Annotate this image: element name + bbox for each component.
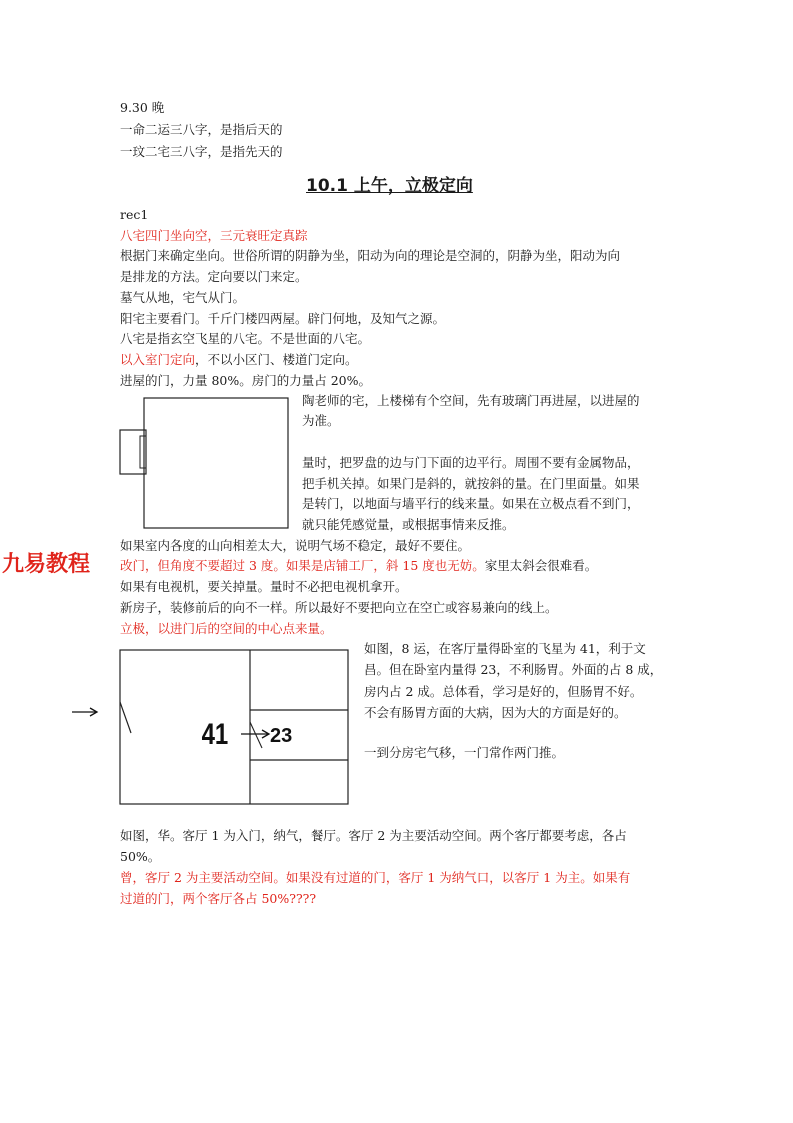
side-text-line: 一到分房宅气移，一门常作两门推。 xyxy=(364,745,565,760)
body-line: 是排龙的方法。定向要以门来定。 xyxy=(120,269,308,284)
side-text-line: 就只能凭感觉量，或根据事情来反推。 xyxy=(302,517,515,532)
body-line: 阳宅主要看门。千斤门楼四两屋。辟门何地，及知气之源。 xyxy=(120,311,446,326)
highlight-text: 以入室门定向 xyxy=(120,352,196,367)
body-line: 过道的门，两个客厅各占 50%???? xyxy=(120,891,317,906)
side-text-line: 为准。 xyxy=(302,413,340,428)
body-line: 进屋的门，力量 80%。房门的力量占 20%。 xyxy=(120,373,372,388)
body-text: ，不以小区门、楼道门定向。 xyxy=(195,352,358,367)
body-line: 曾，客厅 2 为主要活动空间。如果没有过道的门，客厅 1 为纳气口，以客厅 1 为主。如果有 xyxy=(120,870,631,885)
verse-line: 八宅四门坐向空，三元衰旺定真踪 xyxy=(120,228,308,243)
body-line: 根据门来确定坐向。世俗所谓的阴静为坐，阳动为向的理论是空洞的，阴静为坐，阳动为向 xyxy=(120,248,621,263)
note-line-1: 一命二运三八字，是指后天的 xyxy=(120,122,283,137)
house-outline xyxy=(120,650,348,804)
body-line: 新房子，装修前后的向不一样。所以最好不要把向立在空亡或容易兼向的线上。 xyxy=(120,600,558,615)
door-outline xyxy=(120,430,146,474)
side-text-line: 陶老师的宅，上楼梯有个空间，先有玻璃门再进屋，以进屋的 xyxy=(302,393,640,408)
room-outline xyxy=(144,398,288,528)
highlight-text: 改门，但角度不要超过 3 度。如果是店铺工厂，斜 15 度也无妨。 xyxy=(120,558,485,573)
outer-star-label: 41 xyxy=(201,716,229,751)
flying-star-plan xyxy=(72,650,348,804)
note-line-2: 一玟二宅三八字，是指先天的 xyxy=(120,144,283,159)
side-text-line: 量时，把罗盘的边与门下面的边平行。周围不要有金属物品， xyxy=(302,455,640,470)
rec-label: rec1 xyxy=(120,207,149,222)
door-swing xyxy=(250,722,262,748)
body-line: 如图，华。客厅 1 为入门，纳气，餐厅。客厅 2 为主要活动空间。两个客厅都要考虑，各占 xyxy=(120,828,627,843)
watermark-logo: 九易教程 xyxy=(2,552,91,577)
body-text: 家里太斜会很难看。 xyxy=(484,558,598,573)
body-line: 墓气从地，宅气从门。 xyxy=(120,290,246,305)
door-frame xyxy=(140,436,146,468)
side-text-line: 把手机关掉。如果门是斜的，就按斜的量。在门里面量。如果 xyxy=(302,476,640,491)
body-line: 如果有电视机，要关掉量。量时不必把电视机拿开。 xyxy=(120,579,408,594)
body-line: 八宅是指玄空飞星的八宅。不是世面的八宅。 xyxy=(120,331,371,346)
side-text-line: 房内占 2 成。总体看，学习是好的，但肠胃不好。 xyxy=(364,684,643,699)
side-text-line: 不会有肠胃方面的大病，因为大的方面是好的。 xyxy=(364,705,627,720)
side-text-line: 昌。但在卧室内量得 23，不利肠胃。外面的占 8 成， xyxy=(364,662,663,677)
door-swing xyxy=(120,702,131,733)
door-diagram xyxy=(120,398,288,528)
side-text-line: 是转门，以地面与墙平行的线来量。如果在立极点看不到门， xyxy=(302,496,640,511)
body-line: 如果室内各度的山向相差太大，说明气场不稳定，最好不要住。 xyxy=(120,538,471,553)
side-text-line: 如图，8 运，在客厅量得卧室的飞星为 41，利于文 xyxy=(364,641,646,656)
body-line: 立极，以进门后的空间的中心点来量。 xyxy=(120,621,333,636)
date-line: 9.30 晚 xyxy=(120,100,165,115)
body-line: 50%。 xyxy=(120,849,161,864)
section-title: 10.1 上午，立极定向 xyxy=(306,176,473,196)
inner-star-label: 23 xyxy=(270,725,293,747)
